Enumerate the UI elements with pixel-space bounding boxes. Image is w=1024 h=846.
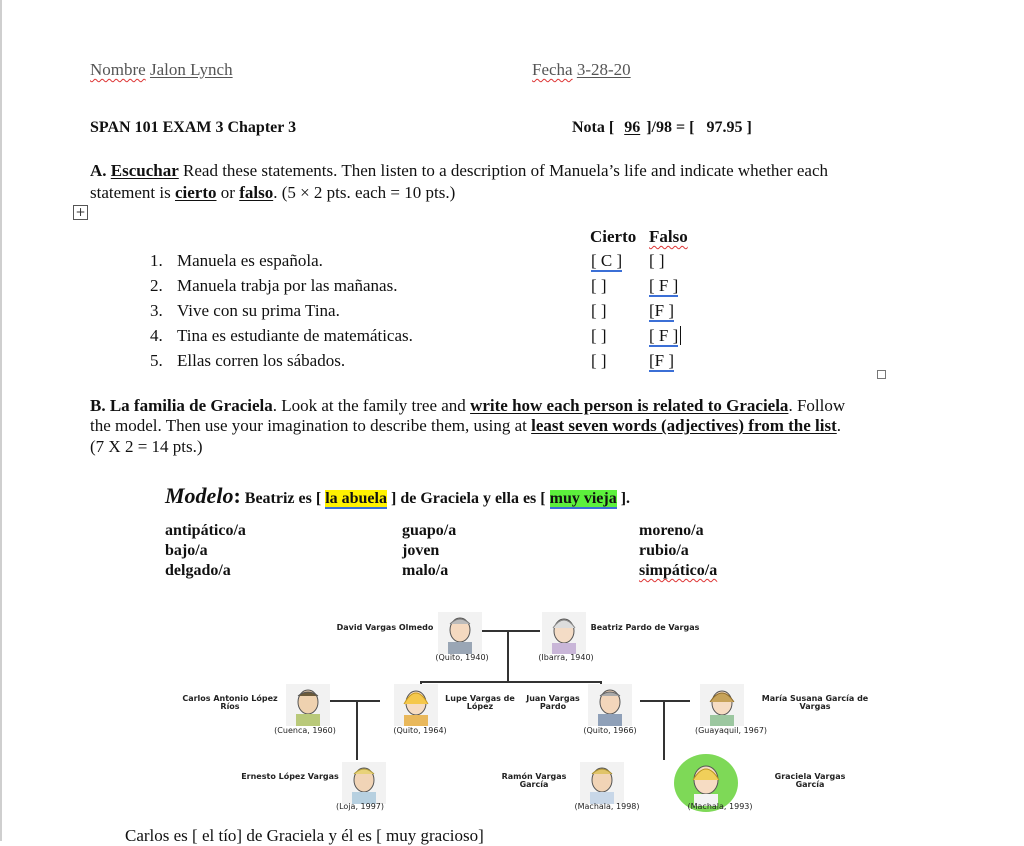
portrait-juan-icon [588,684,632,726]
b-line1-pre: . Look at the family tree and [272,396,466,415]
grade-line [572,119,752,137]
person-name: Juan Vargas Pardo [526,694,580,711]
item-number: 5. [150,351,163,370]
portrait-david-icon [438,612,482,654]
text-cursor [680,326,681,345]
page-edge [0,0,2,841]
b-line2-emphasis: least seven words (adjectives) from the list [531,416,837,435]
section-b-points: (7 X 2 = 14 pts.) [90,437,203,456]
date-label: Fecha [532,60,573,79]
list-item [150,301,340,321]
person-name: Carlos Antonio López Ríos [182,694,278,711]
person-origin: (Quito, 1964) [393,726,447,735]
b-line2-pre: the model. Then use your imagination to describe them, using at [90,416,527,435]
modelo-pre: Beatriz es [ [244,490,322,507]
person-name: Ramón Vargas García [501,772,567,789]
adjective: malo/a [402,562,449,579]
modelo-answer-2[interactable]: muy vieja [549,490,617,507]
person-name: María Susana García de Vargas [761,694,869,711]
adjective: guapo/a [402,522,457,539]
tree-connector [356,700,358,760]
item-text: Manuela es española. [177,251,323,270]
person-origin: (Loja, 1997) [335,802,385,811]
item-number: 4. [150,326,163,345]
person-name: Lupe Vargas de López [445,694,515,711]
person-name: Graciela Vargas García [774,772,846,789]
line2-post: . (5 × 2 pts. each = 10 pts.) [273,183,456,202]
tree-connector [330,700,380,702]
falso-box-5[interactable]: [F ] [649,351,675,370]
falso-box-1[interactable]: [ ] [649,251,665,270]
adjective-column-1 [165,521,246,581]
portrait-carlos-icon [286,684,330,726]
grade-mid: ]/98 = [ [646,119,695,136]
col-falso: Falso [649,227,688,246]
modelo-end: ]. [620,490,631,507]
adjective: rubio/a [639,542,689,559]
section-a-line1 [90,161,828,181]
item-text: Tina es estudiante de matemáticas. [177,326,413,345]
person-origin: (Machala, 1998) [574,802,640,811]
item-number: 3. [150,301,163,320]
or-word: or [220,183,235,202]
adjective: joven [402,542,440,559]
modelo-answer-1[interactable]: la abuela [325,490,387,507]
section-a-instructions: Read these statements. Then listen to a description of Manuela’s life and indicate whether each [183,161,829,180]
resize-handle-icon[interactable] [877,370,886,379]
list-item [150,326,413,346]
tree-connector [640,700,690,702]
person-name: Beatriz Pardo de Vargas [590,623,700,632]
cierto-box-5[interactable]: [ ] [591,351,607,370]
cierto-box-4[interactable]: [ ] [591,326,607,345]
line2-pre: statement is [90,183,171,202]
adjective: bajo/a [165,542,208,559]
portrait-maria-icon [700,684,744,726]
grade-end: ] [746,119,752,136]
portrait-ramon-icon [580,762,624,804]
b-line2-post: . [836,416,841,435]
col-cierto: Cierto [590,227,637,246]
person-origin: (Guayaquil, 1967) [694,726,768,735]
person-origin: (Ibarra, 1940) [538,653,594,662]
name-value: Jalon Lynch [149,60,233,79]
item-text: Vive con su prima Tina. [177,301,340,320]
tree-connector [507,630,509,682]
name-label: Nombre [90,60,146,79]
item-number: 2. [150,276,163,295]
item-text: Manuela trabja por las mañanas. [177,276,398,295]
cierto-box-3[interactable]: [ ] [591,301,607,320]
adjective: simpático/a [639,562,718,579]
item-text: Ellas corren los sábados. [177,351,346,370]
tree-connector [420,681,602,683]
name-line[interactable] [90,60,233,80]
person-origin: (Quito, 1940) [435,653,489,662]
modelo-colon: : [233,483,241,508]
date-value: 3-28-20 [576,60,631,79]
falso-box-2[interactable]: [ F ] [649,276,679,295]
adjective: antipático/a [165,522,246,539]
adjective-column-3 [639,521,717,581]
adjective: moreno/a [639,522,704,539]
modelo-line [165,483,630,509]
grade-percent[interactable]: 97.95 [706,119,743,136]
cierto-box-1[interactable]: [ C ] [591,251,623,270]
falso-word: falso [239,183,274,202]
b-line1-emphasis: write how each person is related to Graciela [470,396,789,415]
section-b-label: B. [90,396,106,415]
adjective-column-2 [402,521,456,581]
list-item [150,251,323,271]
cierto-word: cierto [174,183,217,202]
cierto-box-2[interactable]: [ ] [591,276,607,295]
exam-title: SPAN 101 EXAM 3 Chapter 3 [90,119,297,136]
grade-score[interactable]: 96 [624,119,641,136]
modelo-label: Modelo [165,483,234,508]
section-a-heading: Escuchar [110,161,179,180]
grade-prefix: Nota [ [572,119,615,136]
list-item [150,351,345,371]
portrait-ernesto-icon [342,762,386,804]
b-line1-post: . Follow [788,396,846,415]
section-a-line2 [90,183,455,203]
section-b-heading: La familia de Graciela [109,396,273,415]
section-b-line1 [90,396,845,416]
family-tree [180,608,880,823]
modelo-mid: ] de Graciela y ella es [ [390,490,546,507]
person-name: David Vargas Olmedo [336,623,434,632]
person-origin: (Cuenca, 1960) [274,726,336,735]
section-a-label: A. [90,161,107,180]
tree-connector [663,700,665,760]
adjective: delgado/a [165,562,231,579]
falso-box-4[interactable]: [ F ] [649,326,679,345]
falso-box-3[interactable]: [F ] [649,301,675,320]
item-number: 1. [150,251,163,270]
portrait-beatriz-icon [542,612,586,654]
portrait-lupe-icon [394,684,438,726]
person-name: Ernesto López Vargas [241,772,339,781]
person-origin: (Quito, 1966) [583,726,637,735]
table-move-handle-icon[interactable]: + [73,205,88,220]
person-origin: (Machala, 1993) [687,802,753,811]
list-item [150,276,397,296]
date-line[interactable] [532,60,631,80]
section-b-line2 [90,416,841,436]
answer-line[interactable]: Carlos es [ el tío] de Graciela y él es [ muy gracioso] [125,826,484,845]
